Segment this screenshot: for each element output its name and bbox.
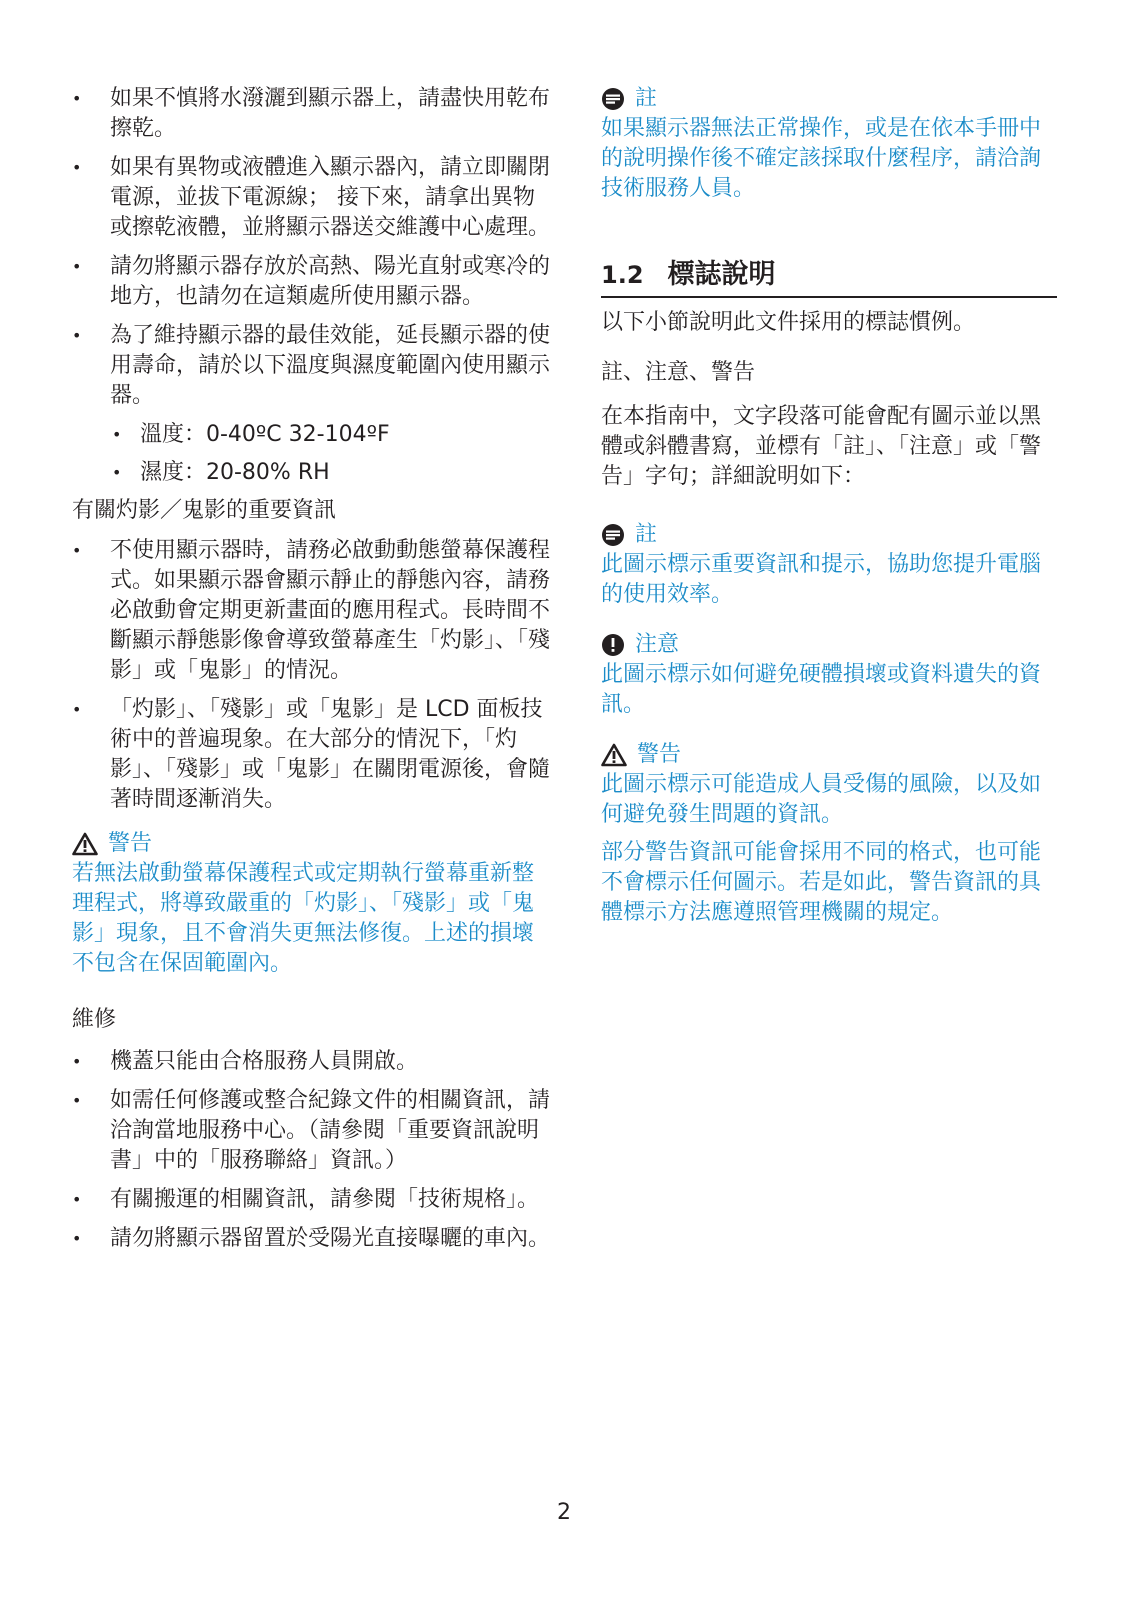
section-title — [601, 258, 1057, 298]
left-column — [72, 84, 554, 1263]
note-text: 此圖示標示重要資訊和提示，協助您提升電腦的使用效率。 — [601, 552, 1042, 607]
burnin-bullet-list — [72, 536, 554, 815]
list-item: • 如果不慎將水潑灑到顯示器上，請盡快用乾布擦乾。 — [72, 84, 554, 144]
caution-text: 此圖示標示如何避免硬體損壞或資料遺失的資訊。 — [601, 662, 1042, 717]
caution-heading — [601, 630, 1057, 660]
warning-text: 若無法啟動螢幕保護程式或定期執行螢幕重新整理程式，將導致嚴重的「灼影」、「殘影」或「鬼影」現象，且不會消失更無法修復。上述的損壞不包含在保固範圍內。 — [72, 861, 535, 976]
note-icon — [601, 523, 625, 547]
list-item: • 「灼影」、「殘影」或「鬼影」是 LCD 面板技術中的普遍現象。在大部分的情況下，「灼影」、「殘影」或「鬼影」在關閉電源後，會隨著時間逐漸消失。 — [72, 695, 554, 815]
warning-text: 此圖示標示可能造成人員受傷的風險，以及如何避免發生問題的資訊。 — [601, 772, 1042, 827]
service-heading: 維修 — [72, 1007, 117, 1032]
note-label: 註 — [635, 522, 658, 547]
note-heading — [601, 84, 1057, 114]
burnin-warning-box — [72, 829, 554, 979]
list-item: • 如需任何修護或整合紀錄文件的相關資訊，請洽詢當地服務中心。（請參閱「重要資訊說明書」中的「服務聯絡」資訊。） — [72, 1086, 554, 1176]
warning-heading — [72, 829, 554, 859]
list-item: • 有關搬運的相關資訊，請參閱「技術規格」。 — [72, 1185, 554, 1215]
note-text: 如果顯示器無法正常操作，或是在依本手冊中的說明操作後不確定該採取什麼程序，請洽詢技術服務人員。 — [601, 116, 1042, 201]
list-item: • 請勿將顯示器留置於受陽光直接曝曬的車內。 — [72, 1224, 554, 1254]
caution-icon — [601, 633, 625, 657]
note-label: 註 — [635, 86, 658, 111]
service-bullet-list — [72, 1047, 554, 1254]
note-box — [601, 84, 1057, 204]
burnin-heading: 有關灼影／鬼影的重要資訊 — [72, 498, 337, 523]
warning-icon — [72, 832, 98, 856]
right-column — [601, 84, 1057, 928]
warning-text-extra: 部分警告資訊可能會採用不同的格式，也可能不會標示任何圖示。若是如此，警告資訊的具體標示方法應遵照管理機關的規定。 — [601, 840, 1042, 925]
sub-text: 在本指南中，文字段落可能會配有圖示並以黑體或斜體書寫，並標有「註」、「注意」或「警告」字句；詳細說明如下： — [601, 404, 1042, 489]
list-item: • 為了維持顯示器的最佳效能，延長顯示器的使用壽命，請於以下溫度與濕度範圍內使用顯示器。 — [72, 321, 554, 411]
list-item: • 不使用顯示器時，請務必啟動動態螢幕保護程式。如果顯示器會顯示靜止的靜態內容，請務必啟動會定期更新畫面的應用程式。長時間不斷顯示靜態影像會導致螢幕產生「灼影」、「殘影」或「鬼影」的情況。 — [72, 536, 554, 686]
warning-label: 警告 — [108, 831, 153, 856]
warning-icon — [601, 743, 627, 767]
note-heading — [601, 520, 1057, 550]
page-number: 2 — [557, 1500, 571, 1525]
list-item: • 如果有異物或液體進入顯示器內，請立即關閉電源，並拔下電源線； 接下來，請拿出異物或擦乾液體，並將顯示器送交維護中心處理。 — [72, 153, 554, 243]
care-bullet-list — [72, 84, 554, 411]
section-title-text: 標誌說明 — [667, 259, 776, 290]
sub-heading: 註、注意、警告 — [601, 360, 756, 385]
section-intro: 以下小節說明此文件採用的標誌慣例。 — [601, 310, 976, 335]
environment-sub-list — [72, 420, 554, 488]
list-item: • 機蓋只能由合格服務人員開啟。 — [72, 1047, 554, 1077]
warning-heading — [601, 740, 1057, 770]
note-icon — [601, 87, 625, 111]
warning-box — [601, 740, 1057, 928]
caution-box — [601, 630, 1057, 720]
humidity-item: • 濕度：20-80% RH — [72, 458, 554, 488]
list-item: • 請勿將顯示器存放於高熱、陽光直射或寒冷的地方，也請勿在這類處所使用顯示器。 — [72, 252, 554, 312]
section-number: 1.2 — [601, 261, 644, 289]
warning-label: 警告 — [637, 742, 682, 767]
note-box — [601, 520, 1057, 610]
caution-label: 注意 — [635, 632, 680, 657]
temperature-item: • 溫度：0-40ºC 32-104ºF — [72, 420, 554, 450]
